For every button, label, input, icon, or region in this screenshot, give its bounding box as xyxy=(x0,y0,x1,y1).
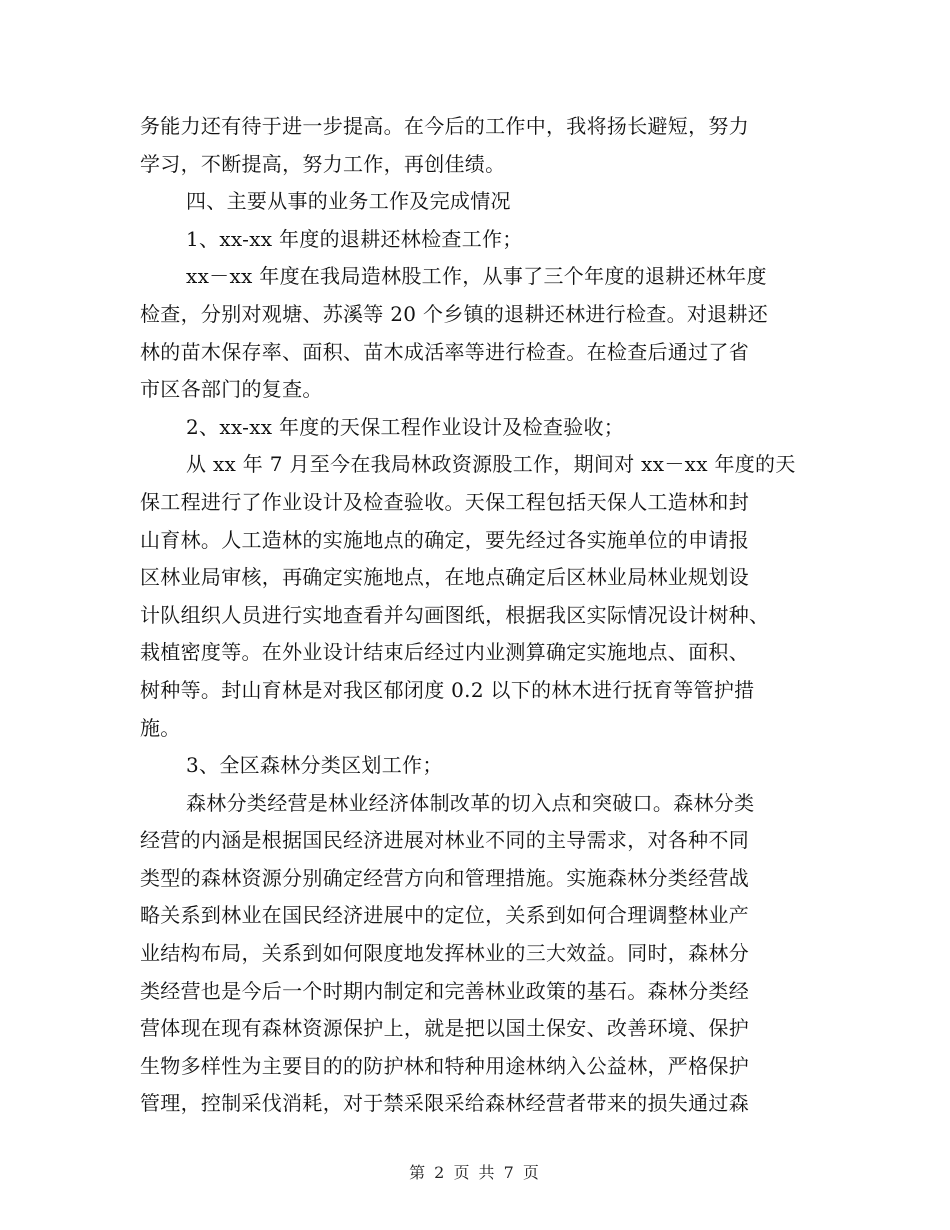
page-number-footer: 第 2 页 共 7 页 xyxy=(409,1163,541,1182)
subsection-heading: 1、xx-xx 年度的退耕还林检查工作； xyxy=(186,226,523,251)
subsection-heading: 2、xx-xx 年度的天保工程作业设计及检查验收； xyxy=(186,414,625,439)
text-line: 生物多样性为主要目的的防护林和特种用途林纳入公益林，严格保护 xyxy=(140,1053,749,1078)
text-line: 从 xx 年 7 月至今在我局林政资源股工作，期间对 xx－xx 年度的天 xyxy=(186,452,796,477)
section-heading: 四、主要从事的业务工作及完成情况 xyxy=(186,189,511,214)
text-line: 检查，分别对观塘、苏溪等 20 个乡镇的退耕还林进行检查。对退耕还 xyxy=(140,301,769,326)
text-line: 市区各部门的复查。 xyxy=(140,377,323,402)
document-body xyxy=(140,108,800,1123)
text-line: 山育林。人工造林的实施地点的确定，要先经过各实施单位的申请报 xyxy=(140,527,749,552)
text-line: 树种等。封山育林是对我区郁闭度 0.2 以下的林木进行抚育等管护措 xyxy=(140,677,755,702)
text-line: 区林业局审核，再确定实施地点，在地点确定后区林业局林业规划设 xyxy=(140,565,749,590)
text-line: 森林分类经营是林业经济体制改革的切入点和突破口。森林分类 xyxy=(186,790,755,815)
text-line: 营体现在现有森林资源保护上，就是把以国土保安、改善环境、保护 xyxy=(140,1016,749,1041)
text-line: 略关系到林业在国民经济进展中的定位，关系到如何合理调整林业产 xyxy=(140,903,749,928)
text-line: 林的苗木保存率、面积、苗木成活率等进行检查。在检查后通过了省 xyxy=(140,339,749,364)
subsection-heading: 3、全区森林分类区划工作； xyxy=(186,753,443,778)
text-line: 计队组织人员进行实地查看并勾画图纸，根据我区实际情况设计树种、 xyxy=(140,602,770,627)
text-line: 保工程进行了作业设计及检查验收。天保工程包括天保人工造林和封 xyxy=(140,489,749,514)
text-line: 学习，不断提高，努力工作，再创佳绩。 xyxy=(140,151,506,176)
text-line: 务能力还有待于进一步提高。在今后的工作中，我将扬长避短，努力 xyxy=(140,114,749,138)
text-line: 类经营也是今后一个时期内制定和完善林业政策的基石。森林分类经 xyxy=(140,978,749,1003)
text-line: 经营的内涵是根据国民经济进展对林业不同的主导需求，对各种不同 xyxy=(140,828,749,853)
text-line: 业结构布局，关系到如何限度地发挥林业的三大效益。同时，森林分 xyxy=(140,941,749,966)
text-line: 栽植密度等。在外业设计结束后经过内业测算确定实施地点、面积、 xyxy=(140,640,749,665)
text-line: 管理，控制采伐消耗，对于禁采限采给森林经营者带来的损失通过森 xyxy=(140,1091,749,1116)
text-line: xx－xx 年度在我局造林股工作，从事了三个年度的退耕还林年度 xyxy=(186,264,767,289)
text-line: 类型的森林资源分别确定经营方向和管理措施。实施森林分类经营战 xyxy=(140,865,749,890)
text-line: 施。 xyxy=(140,715,181,740)
